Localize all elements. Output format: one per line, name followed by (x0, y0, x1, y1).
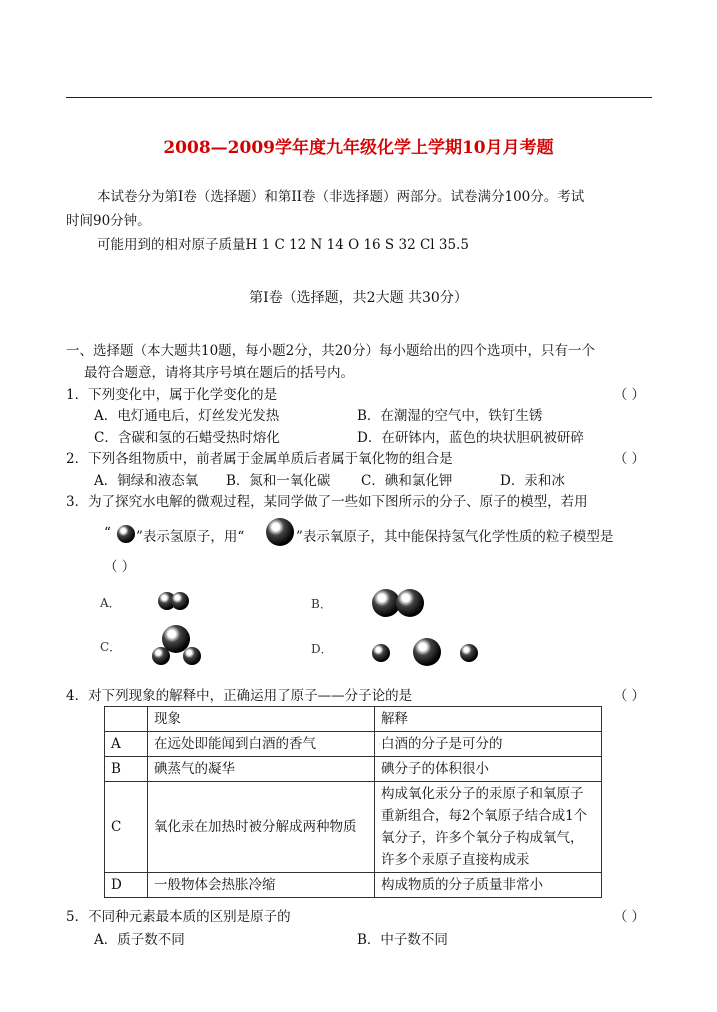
q1-answer-paren: （ ） (613, 387, 645, 403)
page-title: 2008—2009学年度九年级化学上学期10月月考题 (163, 138, 554, 158)
header-rule (66, 97, 652, 98)
hydrogen-atom-legend-icon (117, 525, 135, 543)
intro-line-1: 本试卷分为第Ⅰ卷（选择题）和第II卷（非选择题）两部分。试卷满分100分。考试 (97, 189, 585, 205)
table-header-cell: 解释 (375, 707, 602, 732)
q3-option-d-label: D． (311, 642, 333, 656)
q3-option-a-label: A． (100, 596, 121, 610)
table-cell: 氧化汞在加热时被分解成两种物质 (148, 782, 375, 873)
q5-option-a: A．质子数不同 (94, 932, 185, 948)
table-row (105, 732, 602, 757)
table-cell: 碘蒸气的凝华 (148, 757, 375, 782)
q2-option-c: C．碘和氯化钾 (361, 473, 453, 489)
q3-answer-paren: （ ） (104, 559, 136, 575)
q5-answer-paren: （ ） (613, 909, 645, 925)
section-heading: 第Ⅰ卷（选择题，共2大题 共30分） (249, 290, 468, 306)
q1-option-c: C．含碳和氢的石蜡受热时熔化 (94, 430, 280, 446)
table-cell: 构成氧化汞分子的汞原子和氧原子重新组合，每2个氧原子结合成1个氧分子，许多个氧分子构成氧气，许多个汞原子直接构成汞 (375, 782, 602, 873)
table-header-cell: 现象 (148, 707, 375, 732)
q3-option-c-label: C． (100, 640, 122, 654)
table-row (105, 782, 602, 873)
table-cell: 在远处即能闻到白酒的香气 (148, 732, 375, 757)
table-cell: 一般物体会热胀冷缩 (148, 873, 375, 898)
q3-quote-open: “ (104, 525, 111, 541)
q2-answer-paren: （ ） (613, 451, 645, 467)
q2-option-b: B．氮和一氧化碳 (226, 473, 331, 489)
q5-option-b: B．中子数不同 (357, 932, 448, 948)
oxygen-atom (162, 625, 190, 653)
part1-instructions-1: 一、选择题（本大题共10题，每小题2分，共20分）每小题给出的四个选项中，只有一个 (66, 343, 595, 359)
oxygen-atom (413, 638, 441, 666)
table-cell: 碘分子的体积很小 (375, 757, 602, 782)
q5-stem: 5．不同种元素最本质的区别是原子的 (66, 909, 291, 925)
table-cell: 白酒的分子是可分的 (375, 732, 602, 757)
hydrogen-atom (171, 592, 189, 610)
q2-option-d: D．汞和冰 (500, 473, 565, 489)
table-header-cell (105, 707, 148, 732)
q1-stem: 1．下列变化中，属于化学变化的是 (66, 387, 278, 403)
q3-stem-mid-2: ”表示氧原子，其中能保持氢气化学性质的粒子模型是 (296, 529, 614, 545)
atomic-masses: 可能用到的相对原子质量H 1 C 12 N 14 O 16 S 32 Cl 35.5 (97, 237, 469, 253)
table-row (105, 757, 602, 782)
oxygen-atom (396, 589, 424, 617)
table-cell: C (105, 782, 148, 873)
q3-option-b-label: B． (311, 597, 332, 611)
table-cell: D (105, 873, 148, 898)
q4-stem: 4．对下列现象的解释中，正确运用了原子——分子论的是 (66, 688, 413, 704)
table-cell: A (105, 732, 148, 757)
hydrogen-atom (460, 644, 478, 662)
q2-stem: 2．下列各组物质中，前者属于金属单质后者属于氧化物的组合是 (66, 451, 453, 467)
intro-line-2: 时间90分钟。 (66, 213, 151, 229)
part1-instructions-2: 最符合题意，请将其序号填在题后的括号内。 (84, 365, 354, 381)
q1-option-b: B．在潮湿的空气中，铁钉生锈 (357, 408, 543, 424)
q3-stem-mid-1: ”表示氢原子，用“ (136, 529, 245, 545)
q1-option-a: A．电灯通电后，灯丝发光发热 (94, 408, 280, 424)
q2-option-a: A．铜绿和液态氧 (94, 473, 199, 489)
table-cell: 构成物质的分子质量非常小 (375, 873, 602, 898)
table-header-row (105, 707, 602, 732)
table-cell: B (105, 757, 148, 782)
q1-option-d: D．在研钵内，蓝色的块状胆矾被研碎 (357, 430, 584, 446)
table-row (105, 873, 602, 898)
q4-table (104, 706, 602, 898)
hydrogen-atom (183, 647, 201, 665)
q3-stem-line-1: 3．为了探究水电解的微观过程，某同学做了一些如下图所示的分子、原子的模型，若用 (66, 494, 588, 510)
oxygen-atom-legend-icon (266, 518, 294, 546)
q4-answer-paren: （ ） (613, 688, 645, 704)
hydrogen-atom (372, 644, 390, 662)
